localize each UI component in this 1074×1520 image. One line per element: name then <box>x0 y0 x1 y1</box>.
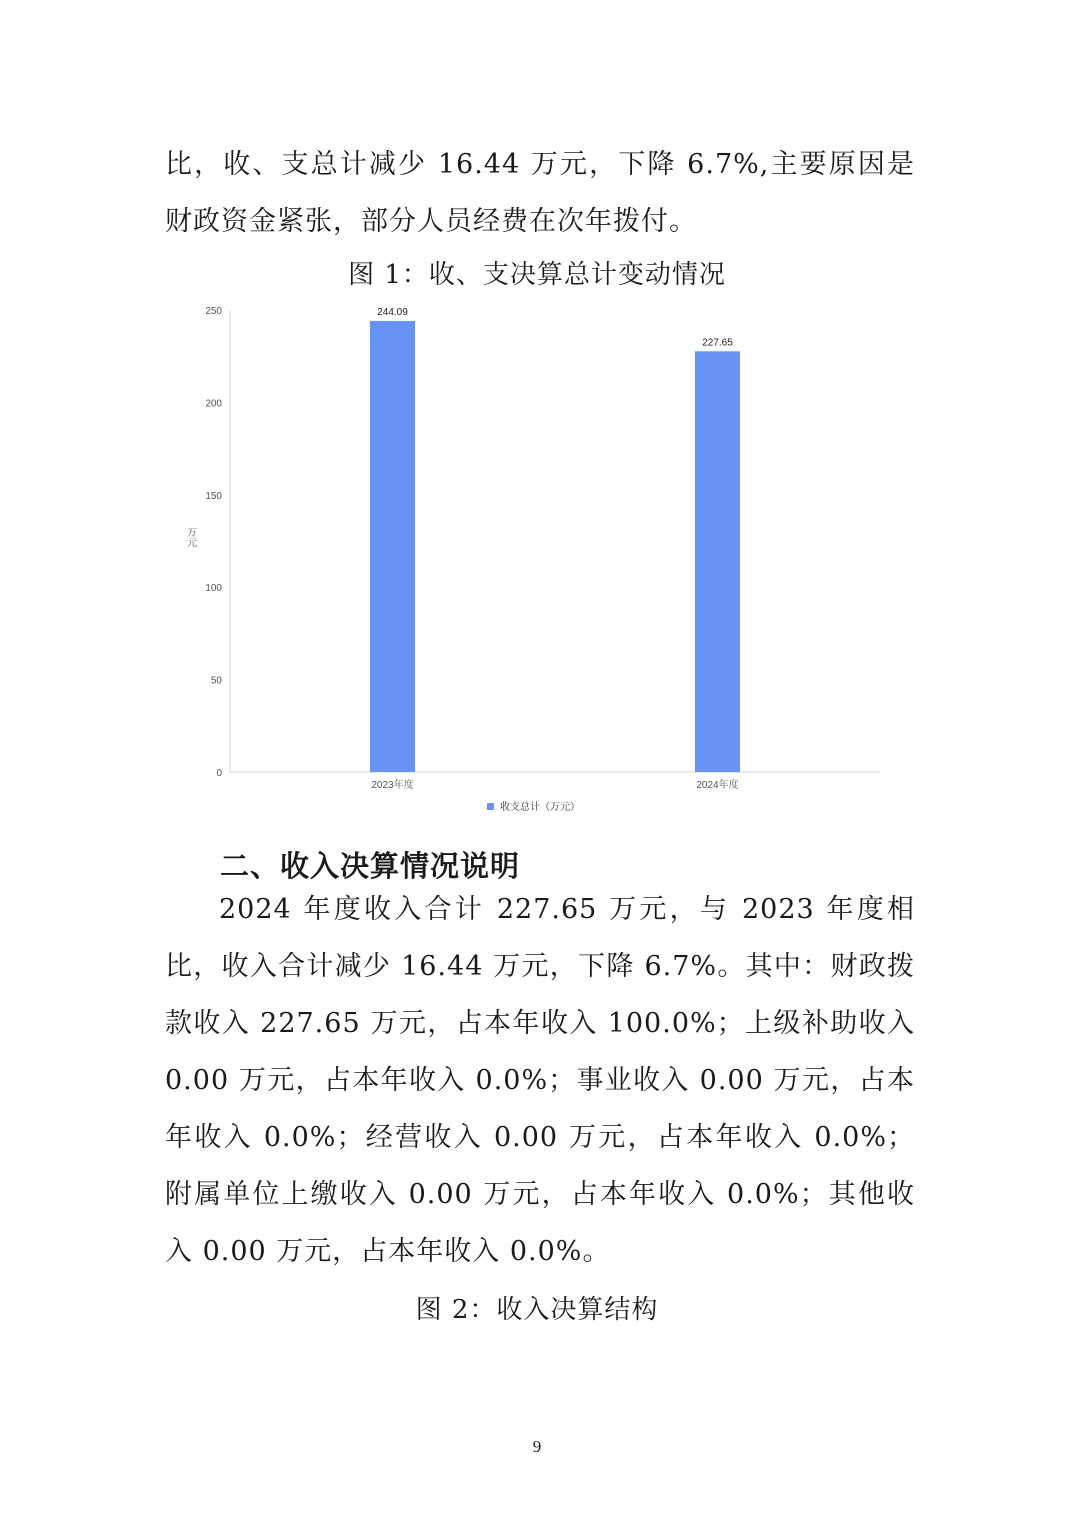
paragraph-intro: 比，收、支总计减少 16.44 万元，下降 6.7%,主要原因是财政资金紧张，部分人员经费在次年拨付。 <box>165 149 915 237</box>
paragraph-income: 2024 年度收入合计 227.65 万元，与 2023 年度相比，收入合计减少 16.44 万元，下降 6.7%。其中：财政拨款收入 227.65 万元，占本年收入 100.0%；上级补助收入 0.00 万元，占本年收入 0.0%；事业收入 0.00 万元，占本年收入 0.0%；经营收入 0.00 万元，占本年收入 0.0%；附属单位上缴收入 0.00 万元，占本年收入 0.0%；其他收入 0.00 万元，占本年收入 0.0%。 <box>165 894 915 1267</box>
legend-swatch <box>487 803 494 810</box>
legend-label: 收支总计（万元） <box>500 802 580 813</box>
bar <box>370 321 415 772</box>
figure-2-caption: 图 2：收入决算结构 <box>415 1295 659 1325</box>
y-tick-label: 150 <box>205 490 222 502</box>
y-axis-label: 万元 <box>184 527 196 547</box>
y-tick-label: 0 <box>216 768 222 779</box>
y-tick-label: 100 <box>205 583 222 595</box>
bar-data-label: 244.09 <box>377 306 408 318</box>
page-number: 9 <box>532 1437 542 1456</box>
bar-chart <box>165 295 915 825</box>
y-tick-label: 50 <box>210 675 222 687</box>
figure-1-caption: 图 1：收、支决算总计变动情况 <box>348 260 726 290</box>
y-axis-ticks <box>205 306 222 779</box>
bars <box>370 307 740 791</box>
section-heading: 二、收入决算情况说明 <box>220 849 521 883</box>
y-tick-label: 200 <box>205 398 222 410</box>
x-tick-label: 2024年度 <box>696 780 739 791</box>
y-tick-label: 250 <box>205 306 222 317</box>
legend <box>487 800 580 813</box>
x-tick-label: 2023年度 <box>371 780 414 791</box>
bar <box>695 351 740 772</box>
bar-data-label: 227.65 <box>702 337 733 349</box>
